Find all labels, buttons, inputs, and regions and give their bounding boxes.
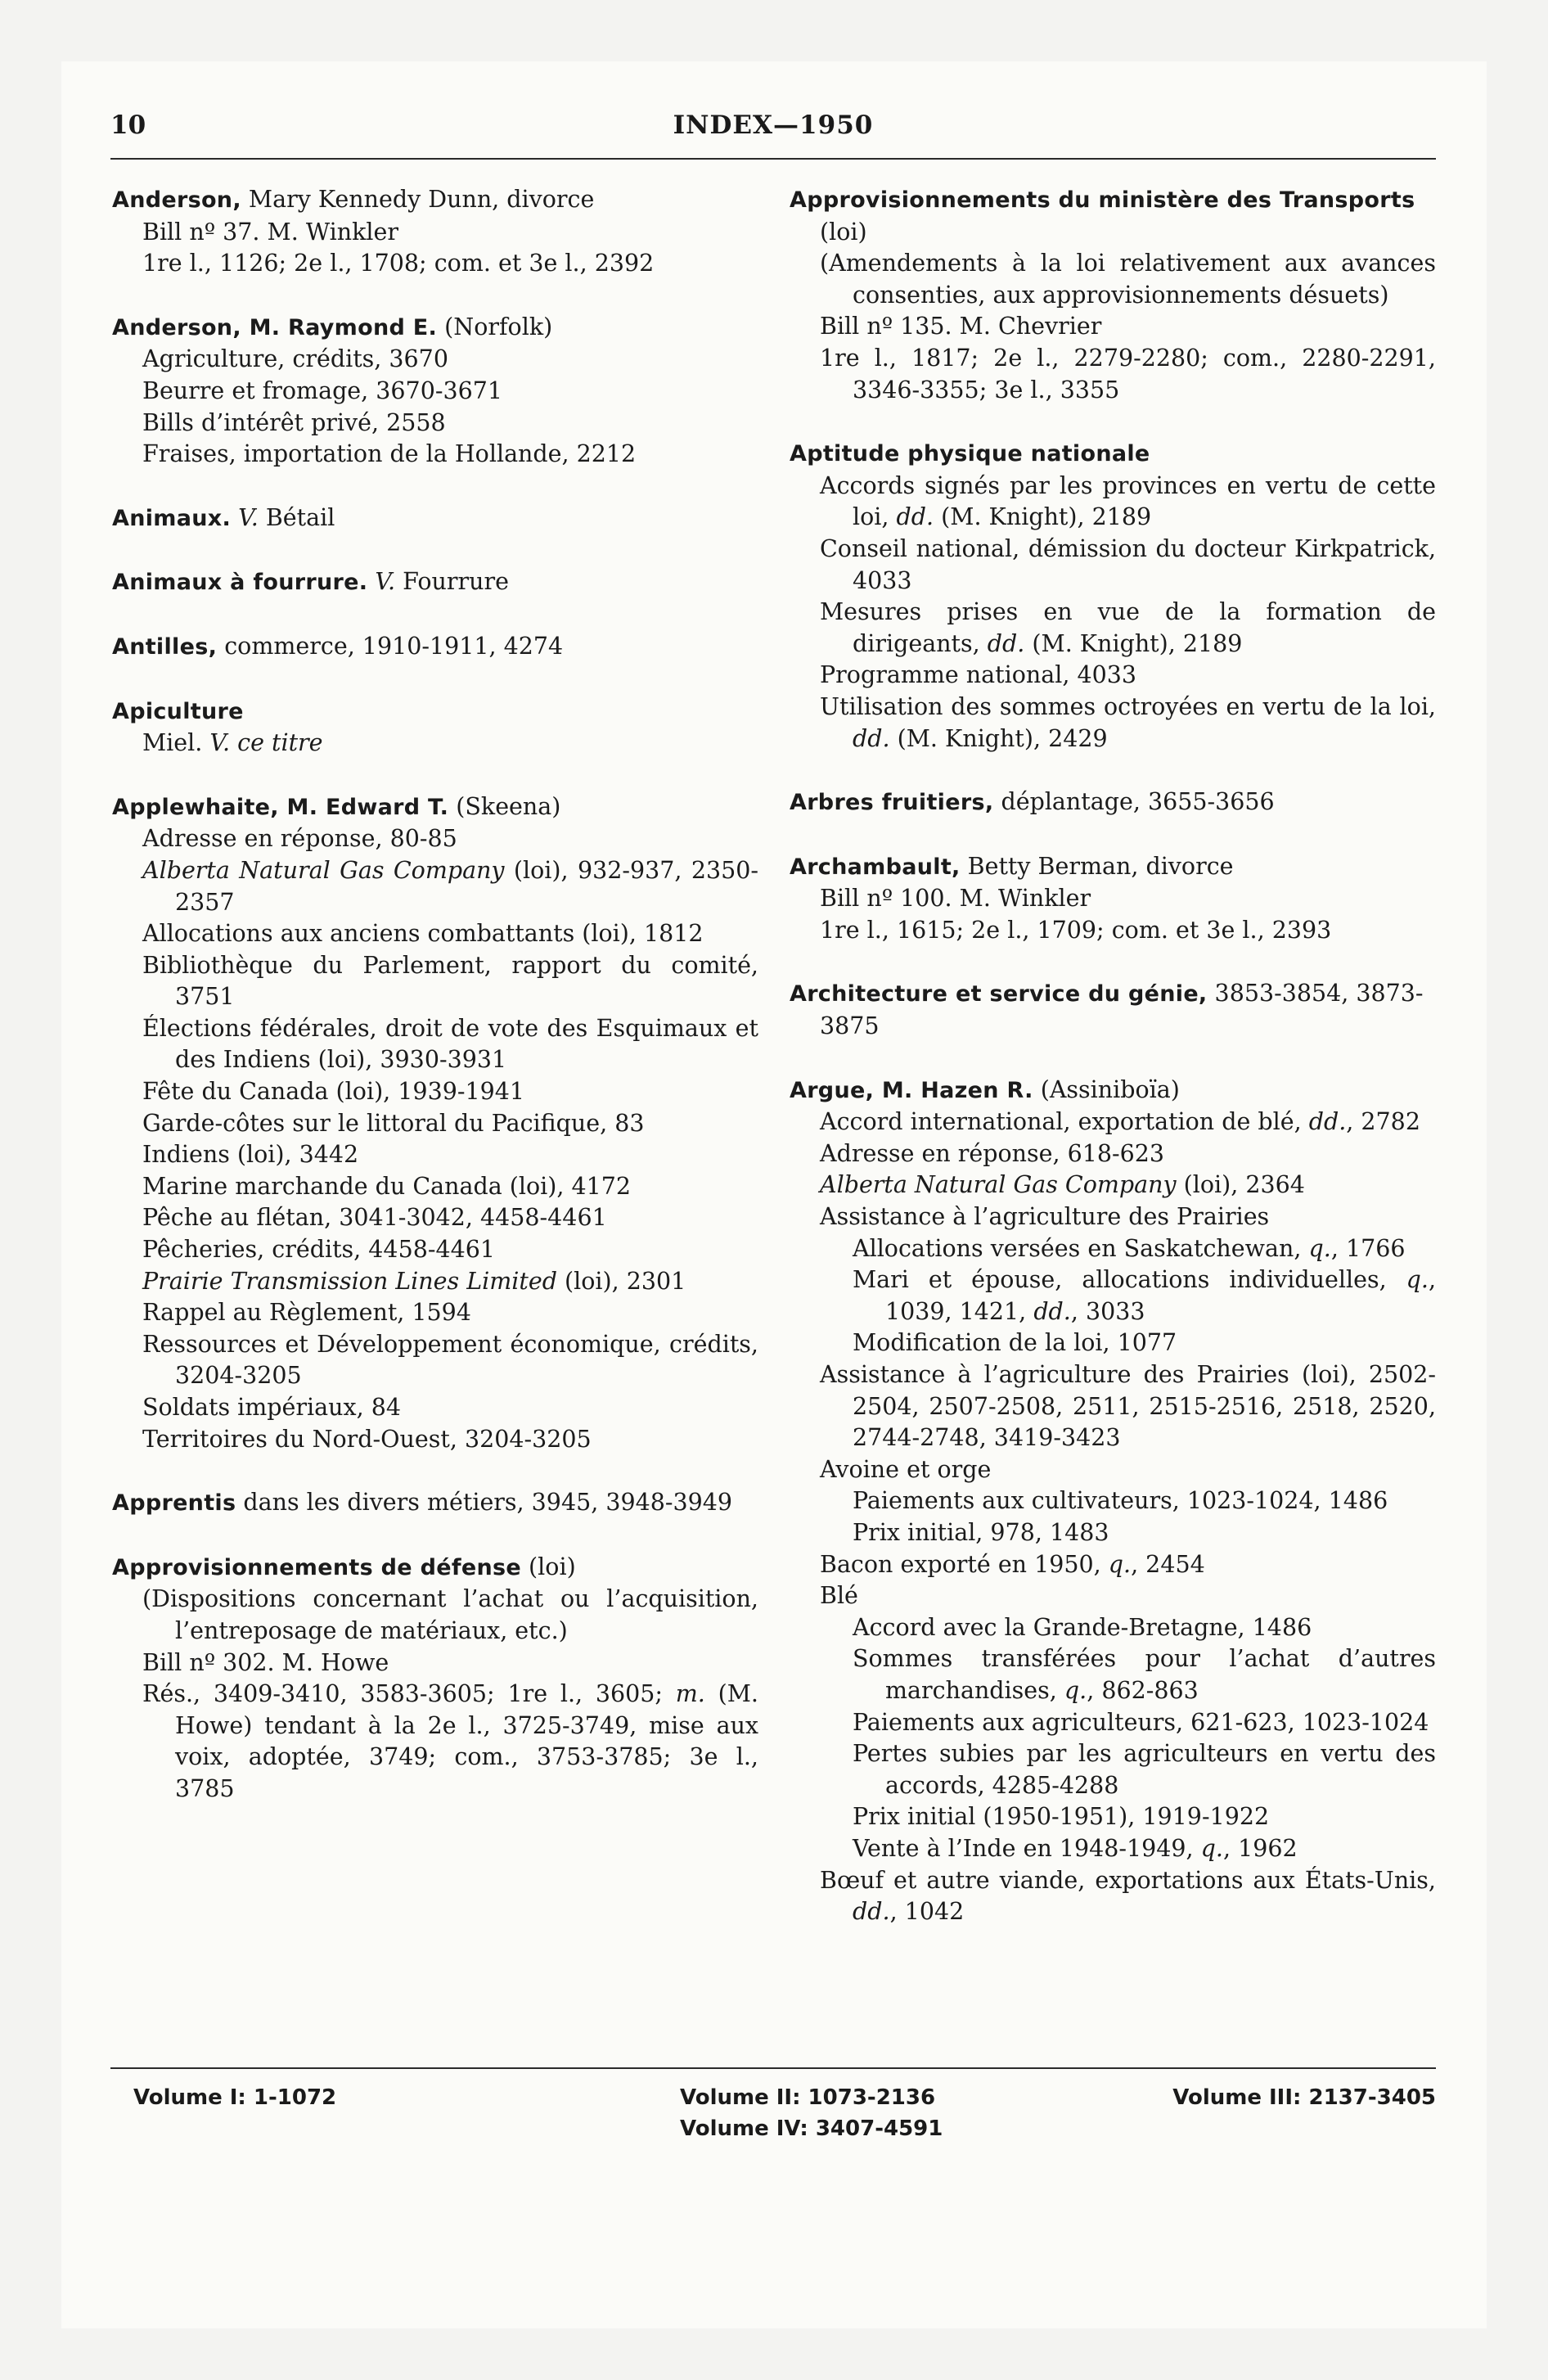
entry-text: Betty Berman, divorce — [960, 852, 1234, 880]
italic-text: V. — [238, 503, 259, 531]
entry-text: , 862-863 — [1087, 1676, 1199, 1704]
entry-text: Soldats impériaux, 84 — [142, 1394, 401, 1421]
entry-text: Allocations aux anciens combattants (loi), 1812 — [142, 920, 704, 948]
sub-entry — [790, 534, 1436, 597]
sub-entry — [790, 471, 1436, 534]
entry-text: Garde-côtes sur le littoral du Pacifique, 83 — [142, 1109, 645, 1137]
volume-1-range: Volume I: 1-1072 — [133, 2085, 337, 2110]
italic-text: q. — [1108, 1550, 1132, 1578]
sub-sub-entry — [790, 1233, 1436, 1265]
sub-entry — [112, 1171, 758, 1203]
index-entry — [112, 1552, 758, 1805]
entry-text: 1re l., 1817; 2e l., 2279-2280; com., 2280-2291, 3346-3355; 3e l., 3355 — [820, 344, 1436, 403]
entry-text — [231, 504, 238, 531]
entry-text: (M. Knight), 2189 — [934, 503, 1152, 531]
entry-heading — [790, 978, 1436, 1042]
entry-name: Architecture et service du génie, — [790, 981, 1208, 1007]
sub-entry — [790, 1138, 1436, 1170]
entry-text: Indiens (loi), 3442 — [142, 1141, 359, 1169]
entry-name: Antilles, — [112, 633, 218, 660]
italic-text: dd. — [1308, 1108, 1347, 1136]
volume-4-range: Volume IV: 3407-4591 — [680, 2116, 943, 2141]
entry-heading — [112, 184, 758, 217]
entry-heading — [112, 1487, 758, 1520]
entry-text: Prix initial, 978, 1483 — [853, 1518, 1109, 1546]
sub-entry — [112, 1013, 758, 1076]
italic-text: V. — [375, 568, 396, 596]
page-header — [110, 110, 1436, 160]
sub-entry — [790, 1107, 1436, 1138]
sub-entry — [112, 1424, 758, 1456]
entry-name: Apprentis — [112, 1490, 236, 1517]
italic-text: dd. — [896, 503, 934, 531]
right-column — [790, 184, 1436, 1960]
entry-text: , 2454 — [1131, 1550, 1205, 1578]
sub-entry — [790, 248, 1436, 311]
sub-entry — [112, 408, 758, 439]
entry-name: Aptitude physique nationale — [790, 441, 1150, 467]
entry-text: Programme national, 4033 — [820, 661, 1136, 689]
entry-text: Agriculture, crédits, 3670 — [142, 345, 448, 373]
sub-entry — [790, 1549, 1436, 1581]
sub-entry — [112, 1202, 758, 1234]
sub-entry — [790, 1865, 1436, 1928]
entry-name: Argue, M. Hazen R. — [790, 1077, 1033, 1103]
entry-text: Bills d’intérêt privé, 2558 — [142, 408, 446, 436]
entry-text: Marine marchande du Canada (loi), 4172 — [142, 1172, 632, 1200]
entry-text: 3853-3854, 3873-3875 — [820, 980, 1424, 1040]
entry-text: (Skeena) — [448, 792, 561, 820]
entry-text: Vente à l’Inde en 1948-1949, — [853, 1834, 1201, 1862]
italic-text: dd. — [987, 629, 1025, 657]
sub-sub-entry — [790, 1517, 1436, 1549]
index-entry — [112, 791, 758, 1455]
entry-text: Bétail — [258, 503, 335, 531]
entry-text: Bacon exporté en 1950, — [820, 1550, 1109, 1578]
page-number: 10 — [110, 110, 146, 140]
sub-sub-entry — [790, 1612, 1436, 1644]
entry-text: , 2782 — [1346, 1108, 1420, 1136]
entry-text: Mesures prises en vue de la formation de dirigeants, — [820, 598, 1436, 657]
entry-name: Anderson, — [112, 187, 241, 213]
entry-heading — [112, 312, 758, 345]
index-entry — [790, 787, 1436, 819]
italic-text: q. — [1308, 1234, 1331, 1262]
entry-text: Assistance à l’agriculture des Prairies (loi), 2502-2504, 2507-2508, 2511, 2515-2516, 2518, 2520, 2744-2748, 3419-3423 — [820, 1361, 1436, 1452]
left-column — [112, 184, 758, 1837]
sub-entry — [112, 950, 758, 1013]
entry-name: Approvisionnements du ministère des Transports — [790, 187, 1415, 213]
sub-sub-entry — [790, 1643, 1436, 1706]
entry-heading — [790, 1075, 1436, 1107]
entry-text: Territoires du Nord-Ouest, 3204-3205 — [142, 1425, 592, 1453]
volume-2-range: Volume II: 1073-2136 — [680, 2085, 936, 2110]
entry-text: Miel. — [142, 729, 210, 757]
entry-text: Bill nº 302. M. Howe — [142, 1648, 389, 1676]
sub-entry — [790, 660, 1436, 692]
sub-entry — [790, 692, 1436, 755]
italic-text: Prairie Transmission Lines Limited — [142, 1267, 557, 1295]
sub-entry — [112, 344, 758, 376]
volume-3-range: Volume III: 2137-3405 — [1172, 2085, 1436, 2110]
entry-heading — [112, 1552, 758, 1584]
sub-entry — [112, 1392, 758, 1424]
sub-entry — [112, 1584, 758, 1647]
entry-text: Beurre et fromage, 3670-3671 — [142, 376, 502, 404]
italic-text: q. — [1406, 1266, 1429, 1294]
entry-text: , 1962 — [1222, 1834, 1298, 1862]
index-entry — [112, 503, 758, 535]
entry-text: Blé — [820, 1582, 858, 1610]
entry-heading — [790, 438, 1436, 471]
entry-text: , 3033 — [1070, 1297, 1145, 1325]
entry-text: Rappel au Règlement, 1594 — [142, 1299, 471, 1327]
sub-sub-entry — [790, 1327, 1436, 1359]
sub-entry — [112, 823, 758, 855]
entry-text: Paiements aux cultivateurs, 1023-1024, 1486 — [853, 1487, 1388, 1515]
sub-entry — [112, 1076, 758, 1108]
entry-text: Pêcheries, crédits, 4458-4461 — [142, 1236, 495, 1264]
entry-text: Accords signés par les provinces en vertu de cette loi, — [820, 471, 1436, 531]
sub-entry — [112, 376, 758, 408]
sub-entry — [112, 1234, 758, 1266]
sub-entry — [112, 1679, 758, 1805]
sub-entry — [112, 918, 758, 950]
sub-entry — [790, 883, 1436, 915]
italic-text: Alberta Natural Gas Company — [142, 856, 505, 884]
entry-text: Fourrure — [395, 568, 509, 596]
sub-sub-entry — [790, 1707, 1436, 1739]
entry-text: (M. Howe) tendant à la 2e l., 3725-3749, mise aux voix, adoptée, 3749; com., 3753-3785; 3e l., 3785 — [175, 1680, 758, 1802]
sub-entry — [112, 439, 758, 471]
entry-text: Accord international, exportation de blé, — [820, 1108, 1309, 1136]
entry-name: Anderson, M. Raymond E. — [112, 314, 438, 340]
sub-entry — [790, 1359, 1436, 1454]
sub-sub-entry — [790, 1801, 1436, 1833]
entry-text: Bill nº 135. M. Chevrier — [820, 313, 1102, 340]
sub-sub-entry — [790, 1738, 1436, 1801]
entry-text: déplantage, 3655-3656 — [993, 788, 1275, 816]
entry-text: 1re l., 1126; 2e l., 1708; com. et 3e l., 2392 — [142, 250, 655, 277]
entry-text: dans les divers métiers, 3945, 3948-3949 — [236, 1489, 733, 1517]
entry-text: Sommes transférées pour l’achat d’autres marchandises, — [853, 1645, 1436, 1704]
entry-heading — [112, 566, 758, 599]
entry-name: Archambault, — [790, 854, 961, 880]
entry-heading — [112, 631, 758, 664]
italic-text: dd. — [853, 724, 890, 752]
index-entry — [790, 438, 1436, 755]
entry-text: , 1766 — [1330, 1234, 1406, 1262]
page-title: INDEX—1950 — [673, 110, 874, 140]
entry-name: Animaux. — [112, 505, 232, 531]
entry-text: (Norfolk) — [437, 313, 553, 340]
sub-entry — [790, 1580, 1436, 1612]
entry-heading — [790, 184, 1436, 248]
entry-heading — [112, 791, 758, 824]
entry-text: , 1042 — [889, 1898, 965, 1926]
entry-heading — [112, 696, 758, 728]
sub-entry — [790, 311, 1436, 343]
sub-entry — [112, 217, 758, 249]
entry-text: Utilisation des sommes octroyées en vertu de la loi, — [820, 692, 1436, 720]
entry-text: commerce, 1910-1911, 4274 — [217, 632, 564, 660]
entry-text: Bœuf et autre viande, exportations aux États-Unis, — [820, 1866, 1436, 1894]
entry-text: Allocations versées en Saskatchewan, — [853, 1234, 1309, 1262]
sub-entry — [112, 1329, 758, 1392]
entry-text: (Dispositions concernant l’achat ou l’acquisition, l’entreposage de matériaux, etc.) — [142, 1585, 758, 1644]
sub-entry — [790, 1201, 1436, 1233]
italic-text: q. — [1064, 1676, 1087, 1704]
sub-entry — [112, 1108, 758, 1140]
entry-text: (Assiniboïa) — [1033, 1075, 1180, 1103]
sub-entry — [790, 915, 1436, 947]
sub-sub-entry — [790, 1264, 1436, 1327]
entry-text: (loi), 932-937, 2350-2357 — [175, 856, 758, 916]
entry-text: 1re l., 1615; 2e l., 1709; com. et 3e l., 2393 — [820, 916, 1332, 944]
sub-entry — [112, 1266, 758, 1298]
sub-entry — [790, 597, 1436, 660]
sub-entry — [790, 1170, 1436, 1201]
entry-text: (loi), 2301 — [556, 1267, 686, 1295]
italic-text: dd. — [853, 1898, 890, 1926]
entry-text: Assistance à l’agriculture des Prairies — [820, 1203, 1270, 1231]
entry-name: Animaux à fourrure. — [112, 570, 368, 596]
index-entry — [112, 184, 758, 280]
entry-text: Mari et épouse, allocations individuelles, — [853, 1266, 1406, 1294]
index-entry — [112, 1487, 758, 1520]
index-entry — [112, 312, 758, 471]
entry-text: Adresse en réponse, 80-85 — [142, 825, 457, 853]
entry-text: Accord avec la Grande-Bretagne, 1486 — [853, 1613, 1312, 1641]
entry-text: Paiements aux agriculteurs, 621-623, 1023-1024 — [853, 1708, 1429, 1736]
entry-heading — [112, 503, 758, 535]
entry-name: Applewhaite, M. Edward T. — [112, 794, 449, 820]
entry-text: (loi) — [521, 1553, 576, 1580]
italic-text: m. — [675, 1680, 705, 1708]
sub-sub-entry — [790, 1485, 1436, 1517]
entry-text: Rés., 3409-3410, 3583-3605; 1re l., 3605; — [142, 1680, 676, 1708]
entry-text: Avoine et orge — [820, 1455, 992, 1483]
entry-text: (M. Knight), 2189 — [1024, 629, 1243, 657]
entry-text: Pertes subies par les agriculteurs en vertu des accords, 4285-4288 — [853, 1740, 1436, 1799]
sub-entry — [112, 855, 758, 918]
entry-text: Bibliothèque du Parlement, rapport du comité, 3751 — [142, 951, 758, 1011]
header-rule — [110, 158, 1436, 160]
entry-name: Arbres fruitiers, — [790, 790, 994, 816]
italic-text: Alberta Natural Gas Company — [820, 1171, 1177, 1199]
entry-text: (loi) — [820, 218, 867, 246]
index-page — [61, 61, 1487, 2328]
entry-text: Prix initial (1950-1951), 1919-1922 — [853, 1803, 1270, 1831]
entry-text: Pêche au flétan, 3041-3042, 4458-4461 — [142, 1204, 607, 1232]
entry-text: Adresse en réponse, 618-623 — [820, 1139, 1165, 1167]
entry-text: (M. Knight), 2429 — [889, 724, 1108, 752]
sub-entry — [112, 728, 758, 760]
index-entry — [112, 696, 758, 760]
entry-text: Élections fédérales, droit de vote des Esquimaux et des Indiens (loi), 3930-3931 — [142, 1014, 758, 1074]
index-entry — [112, 566, 758, 599]
italic-text: q. — [1200, 1834, 1223, 1862]
italic-text: V. ce titre — [209, 729, 323, 757]
italic-text: dd. — [1033, 1297, 1071, 1325]
sub-entry — [112, 1648, 758, 1679]
entry-heading — [790, 787, 1436, 819]
entry-heading — [790, 851, 1436, 884]
index-entry — [790, 184, 1436, 406]
index-entry — [790, 851, 1436, 947]
entry-text: (Amendements à la loi relativement aux avances consenties, aux approvisionnements désuets) — [820, 250, 1436, 309]
index-entry — [790, 978, 1436, 1042]
sub-entry — [112, 248, 758, 280]
sub-entry — [790, 1454, 1436, 1486]
entry-text: Modification de la loi, 1077 — [853, 1329, 1177, 1357]
sub-entry — [790, 343, 1436, 406]
entry-text: Fraises, importation de la Hollande, 2212 — [142, 440, 637, 468]
entry-text: Ressources et Développement économique, crédits, 3204-3205 — [142, 1330, 758, 1390]
entry-name: Approvisionnements de défense — [112, 1554, 521, 1580]
footer-rule — [110, 2067, 1436, 2069]
index-entry — [790, 1075, 1436, 1928]
entry-text: Bill nº 37. M. Winkler — [142, 218, 398, 246]
entry-text: (loi), 2364 — [1176, 1171, 1305, 1199]
entry-text: , 1039, 1421, — [885, 1266, 1436, 1325]
entry-text: Conseil national, démission du docteur Kirkpatrick, 4033 — [820, 534, 1436, 594]
entry-text: Bill nº 100. M. Winkler — [820, 885, 1091, 913]
sub-entry — [112, 1297, 758, 1329]
entry-text: Fête du Canada (loi), 1939-1941 — [142, 1078, 524, 1106]
entry-name: Apiculture — [112, 698, 244, 724]
sub-sub-entry — [790, 1833, 1436, 1865]
entry-text: Mary Kennedy Dunn, divorce — [241, 186, 595, 213]
index-entry — [112, 631, 758, 664]
sub-entry — [112, 1139, 758, 1171]
